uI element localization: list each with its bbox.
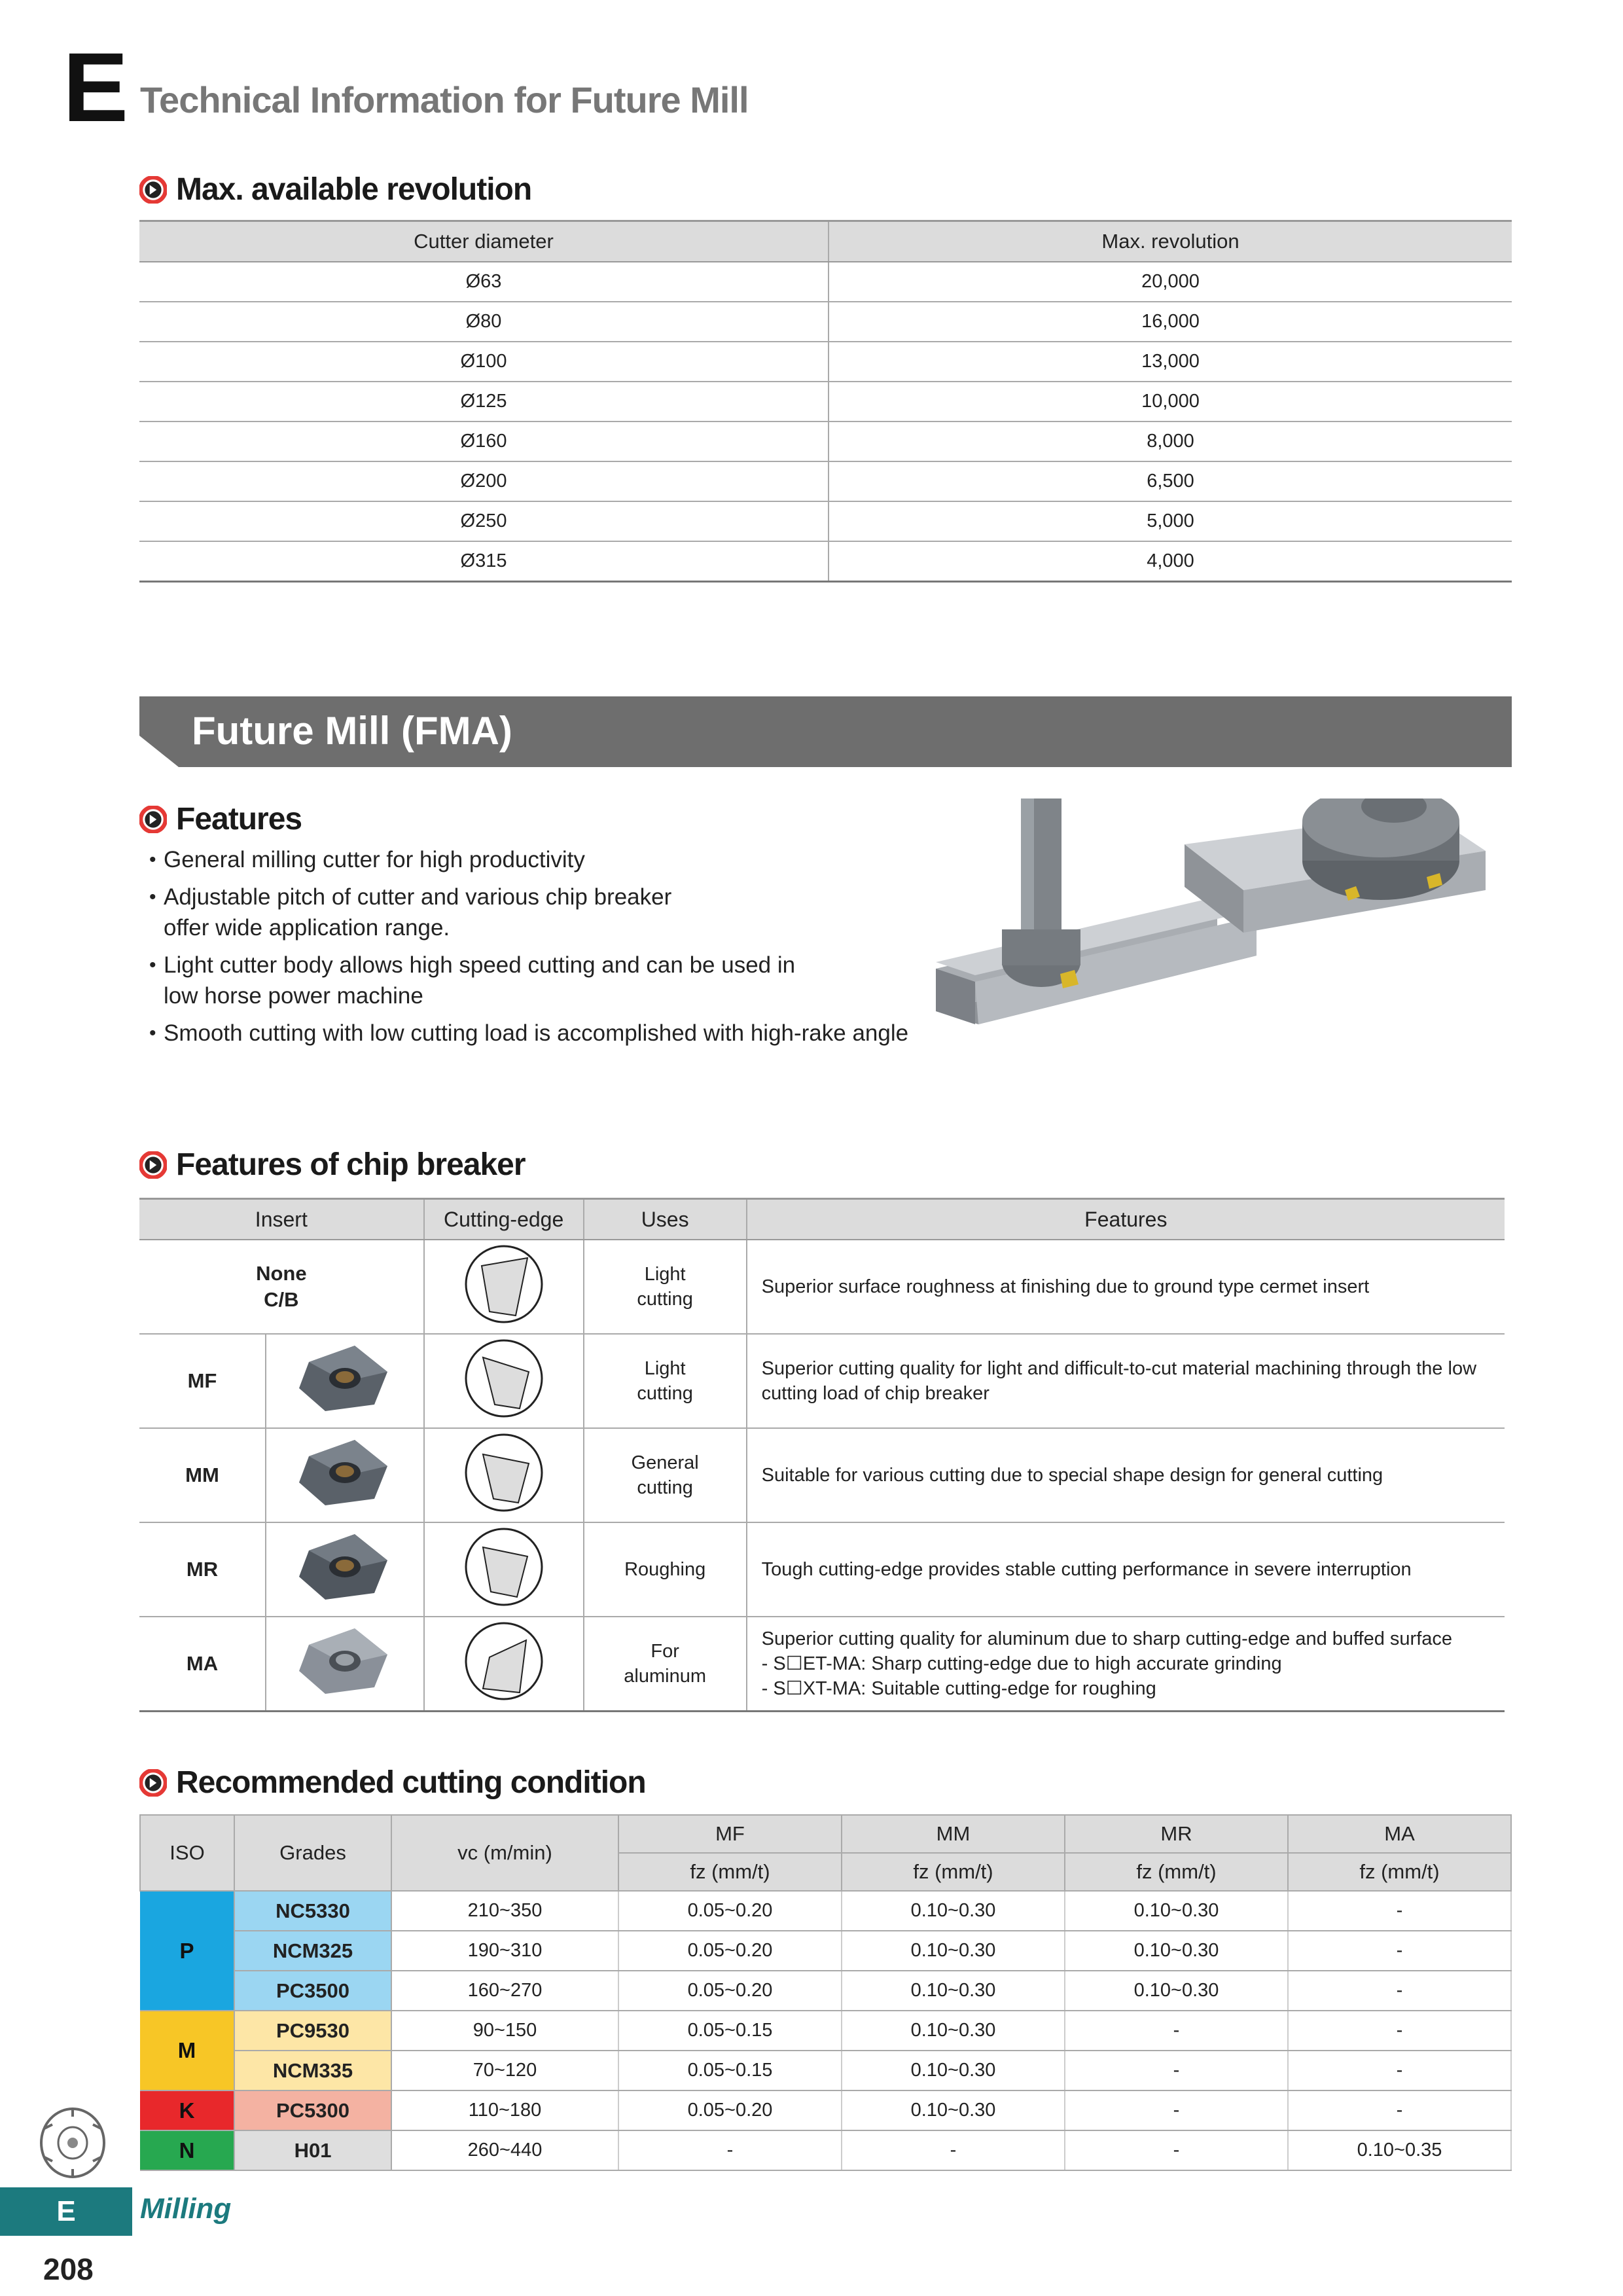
insert-image-cell [266, 1428, 424, 1522]
col-mr-fz: fz (mm/t) [1065, 1853, 1288, 1891]
cutting-condition-body [140, 1891, 1511, 2170]
cell-diameter: Ø250 [139, 501, 829, 541]
cell-diameter: Ø160 [139, 422, 829, 461]
mf-cell: 0.05~0.20 [618, 2090, 842, 2130]
cell-revolution: 8,000 [829, 422, 1512, 461]
cutter-illustration [923, 798, 1512, 1086]
cutting-edge-cell [424, 1240, 584, 1334]
banner-title: Future Mill (FMA) [192, 709, 512, 753]
mr-cell: - [1065, 2011, 1288, 2051]
mf-cell: 0.05~0.15 [618, 2051, 842, 2090]
mf-cell: - [618, 2130, 842, 2170]
recommended-heading: Recommended cutting condition [139, 1765, 646, 1801]
cutting-edge-profile-icon [463, 1526, 544, 1607]
col-mm: MM [842, 1815, 1065, 1853]
table-row [140, 2090, 1511, 2130]
insert-name: MA [139, 1617, 266, 1712]
mr-cell: - [1065, 2051, 1288, 2090]
vc-cell: 160~270 [391, 1971, 618, 2011]
vc-cell: 260~440 [391, 2130, 618, 2170]
cell-diameter: Ø100 [139, 342, 829, 382]
cell-diameter: Ø63 [139, 262, 829, 302]
revolution-heading: Max. available revolution [139, 171, 531, 207]
insert-name: MM [139, 1428, 266, 1522]
vc-cell: 210~350 [391, 1891, 618, 1931]
insert-image-cell [266, 1522, 424, 1617]
cutting-condition-table [139, 1814, 1512, 2171]
mr-cell: 0.10~0.30 [1065, 1971, 1288, 2011]
mr-cell: 0.10~0.30 [1065, 1931, 1288, 1971]
table-row [140, 1891, 1511, 1931]
col-mf-fz: fz (mm/t) [618, 1853, 842, 1891]
insert-name: MR [139, 1522, 266, 1617]
insert-mf-icon [296, 1342, 394, 1414]
chip-breaker-table [139, 1198, 1505, 1712]
table-row [139, 501, 1512, 541]
uses-cell: General cutting [584, 1428, 747, 1522]
ma-cell: - [1288, 2011, 1511, 2051]
col-uses: Uses [584, 1199, 747, 1240]
cell-diameter: Ø125 [139, 382, 829, 422]
page-number: 208 [43, 2252, 94, 2286]
mm-cell: - [842, 2130, 1065, 2170]
table-row [139, 1522, 1505, 1617]
feature-cell: Superior cutting quality for light and difficult-to-cut material machining through the low cutting load of chip breaker [747, 1334, 1505, 1428]
mf-cell: 0.05~0.20 [618, 1931, 842, 1971]
table-row [139, 1617, 1505, 1712]
mm-cell: 0.10~0.30 [842, 1891, 1065, 1931]
grade-cell: NC5330 [234, 1891, 391, 1931]
cutting-edge-profile-icon [463, 1621, 544, 1702]
cutting-edge-cell [424, 1428, 584, 1522]
mr-cell: - [1065, 2130, 1288, 2170]
col-cutter-diameter: Cutter diameter [139, 221, 829, 262]
vc-cell: 110~180 [391, 2090, 618, 2130]
col-insert: Insert [139, 1199, 424, 1240]
table-row [139, 1240, 1505, 1334]
col-mf: MF [618, 1815, 842, 1853]
table-row [140, 2011, 1511, 2051]
features-list [149, 844, 923, 1055]
insert-image-cell [266, 1334, 424, 1428]
table-row [140, 2130, 1511, 2170]
table-row [139, 541, 1512, 582]
list-item: • Light cutter body allows high speed cutting and can be used in low horse power machine [149, 950, 818, 1011]
insert-ma-icon [296, 1625, 394, 1697]
vc-cell: 190~310 [391, 1931, 618, 1971]
page-title: Technical Information for Future Mill [140, 79, 749, 120]
feature-cell: Superior surface roughness at finishing due to ground type cermet insert [747, 1240, 1505, 1334]
table-row [139, 382, 1512, 422]
table-row [139, 302, 1512, 342]
vc-cell: 90~150 [391, 2011, 618, 2051]
table-row [139, 461, 1512, 501]
mr-cell: - [1065, 2090, 1288, 2130]
mf-cell: 0.05~0.15 [618, 2011, 842, 2051]
grade-cell: PC9530 [234, 2011, 391, 2051]
cutting-edge-cell [424, 1522, 584, 1617]
grade-cell: PC5300 [234, 2090, 391, 2130]
table-row [140, 1971, 1511, 2011]
mf-cell: 0.05~0.20 [618, 1891, 842, 1931]
col-ma: MA [1288, 1815, 1511, 1853]
insert-mm-icon [296, 1437, 394, 1509]
list-item: • Adjustable pitch of cutter and various chip breaker offer wide application range. [149, 882, 700, 943]
cutting-edge-cell [424, 1334, 584, 1428]
arrow-bullet-icon [139, 176, 167, 204]
uses-cell: Light cutting [584, 1334, 747, 1428]
iso-m: M [140, 2011, 234, 2090]
col-ma-fz: fz (mm/t) [1288, 1853, 1511, 1891]
features-heading: Features [139, 801, 302, 837]
mr-cell: 0.10~0.30 [1065, 1891, 1288, 1931]
uses-cell: For aluminum [584, 1617, 747, 1712]
table-row [139, 262, 1512, 302]
cell-diameter: Ø315 [139, 541, 829, 582]
cell-revolution: 16,000 [829, 302, 1512, 342]
cutting-edge-cell [424, 1617, 584, 1712]
arrow-bullet-icon [139, 806, 167, 833]
col-mr: MR [1065, 1815, 1288, 1853]
cutting-edge-profile-icon [463, 1244, 544, 1325]
side-section-label: Milling [140, 2193, 232, 2225]
col-iso: ISO [140, 1815, 234, 1891]
col-cutting-edge: Cutting-edge [424, 1199, 584, 1240]
cell-revolution: 20,000 [829, 262, 1512, 302]
vc-cell: 70~120 [391, 2051, 618, 2090]
mf-cell: 0.05~0.20 [618, 1971, 842, 2011]
ma-cell: - [1288, 2051, 1511, 2090]
uses-cell: Light cutting [584, 1240, 747, 1334]
ma-cell: - [1288, 2090, 1511, 2130]
arrow-bullet-icon [139, 1769, 167, 1797]
insert-mr-icon [296, 1531, 394, 1603]
cell-revolution: 10,000 [829, 382, 1512, 422]
cell-revolution: 4,000 [829, 541, 1512, 582]
side-tab-letter: E [0, 2187, 132, 2236]
cell-diameter: Ø200 [139, 461, 829, 501]
cutting-edge-profile-icon [463, 1338, 544, 1419]
insert-image-cell [266, 1617, 424, 1712]
grade-cell: PC3500 [234, 1971, 391, 2011]
table-row [139, 1334, 1505, 1428]
cell-revolution: 13,000 [829, 342, 1512, 382]
mm-cell: 0.10~0.30 [842, 2090, 1065, 2130]
mm-cell: 0.10~0.30 [842, 2011, 1065, 2051]
ma-cell: - [1288, 1931, 1511, 1971]
feature-cell: Tough cutting-edge provides stable cutting performance in severe interruption [747, 1522, 1505, 1617]
iso-k: K [140, 2090, 234, 2130]
table-row [139, 342, 1512, 382]
insert-name: None C/B [139, 1240, 424, 1334]
section-letter: E [63, 32, 129, 142]
feature-cell: Suitable for various cutting due to special shape design for general cutting [747, 1428, 1505, 1522]
uses-cell: Roughing [584, 1522, 747, 1617]
grade-cell: NCM325 [234, 1931, 391, 1971]
table-row [140, 1931, 1511, 1971]
ma-cell: - [1288, 1971, 1511, 2011]
arrow-bullet-icon [139, 1151, 167, 1179]
mm-cell: 0.10~0.30 [842, 1931, 1065, 1971]
table-row [140, 2051, 1511, 2090]
cell-revolution: 5,000 [829, 501, 1512, 541]
feature-cell: Superior cutting quality for aluminum due to sharp cutting-edge and buffed surface - S☐ET-MA: Sharp cutting-edge due to high accurate grinding - S☐XT-MA: Suitable cutting-edge for roughing [747, 1617, 1505, 1712]
revolution-table [139, 220, 1512, 583]
col-max-revolution: Max. revolution [829, 221, 1512, 262]
col-mm-fz: fz (mm/t) [842, 1853, 1065, 1891]
ma-cell: - [1288, 1891, 1511, 1931]
list-item: • General milling cutter for high productivity [149, 844, 609, 875]
iso-n: N [140, 2130, 234, 2170]
cell-revolution: 6,500 [829, 461, 1512, 501]
mm-cell: 0.10~0.30 [842, 1971, 1065, 2011]
list-item: • Smooth cutting with low cutting load is accomplished with high-rake angle [149, 1018, 923, 1049]
insert-name: MF [139, 1334, 266, 1428]
table-row [139, 422, 1512, 461]
ma-cell: 0.10~0.35 [1288, 2130, 1511, 2170]
col-features: Features [747, 1199, 1505, 1240]
col-vc: vc (m/min) [391, 1815, 618, 1891]
iso-p: P [140, 1891, 234, 2011]
col-grades: Grades [234, 1815, 391, 1891]
milling-cutter-icon [37, 2102, 109, 2181]
table-row [139, 1428, 1505, 1522]
mm-cell: 0.10~0.30 [842, 2051, 1065, 2090]
cutting-edge-profile-icon [463, 1432, 544, 1513]
cell-diameter: Ø80 [139, 302, 829, 342]
grade-cell: NCM335 [234, 2051, 391, 2090]
grade-cell: H01 [234, 2130, 391, 2170]
chip-breaker-heading: Features of chip breaker [139, 1147, 526, 1183]
